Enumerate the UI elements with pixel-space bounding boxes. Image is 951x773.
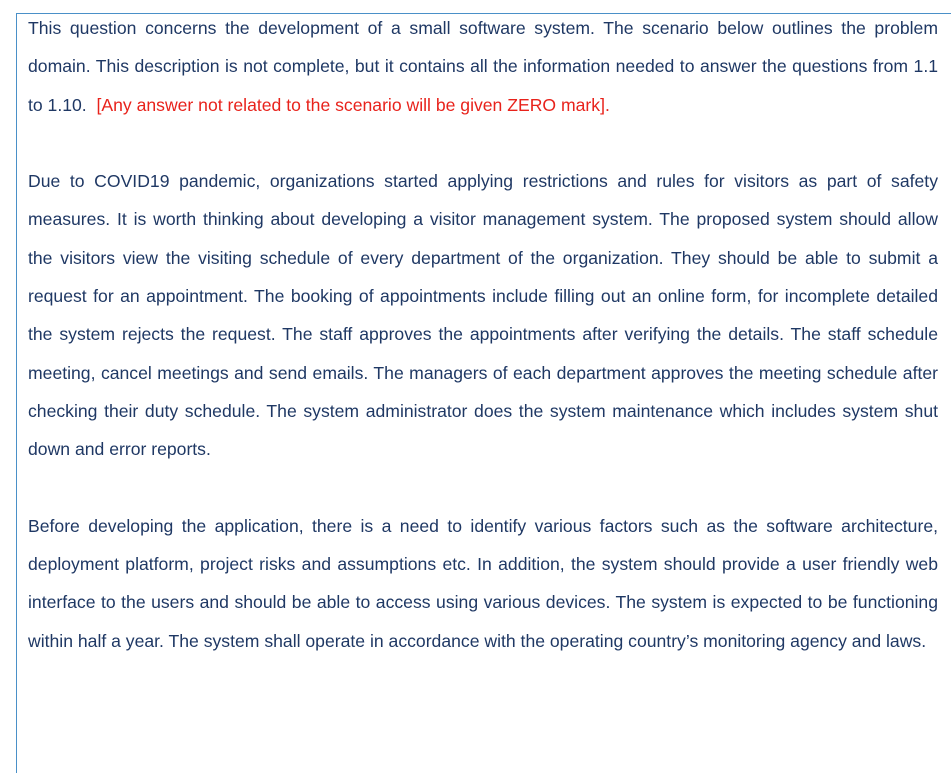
document-body bbox=[28, 9, 938, 698]
requirements-paragraph: Before developing the application, there is a need to identify various factors such as the software architecture, deployment platform, project risks and assumptions etc. In addition, the system should provide a user friendly web interface to the users and should be able to access using various devices. The system is expected to be functioning within half a year. The system shall operate in accordance with the operating country’s monitoring agency and laws. bbox=[28, 515, 938, 651]
intro-paragraph bbox=[28, 9, 938, 124]
zero-mark-warning: [Any answer not related to the scenario will be given ZERO mark]. bbox=[96, 94, 610, 115]
intro-text: This question concerns the development of a small software system. The scenario below outlines the problem domain. This description is not complete, but it contains all the information needed to answer the questions from 1.1 to 1.10. bbox=[28, 18, 938, 115]
scenario-paragraph: Due to COVID19 pandemic, organizations started applying restrictions and rules for visitors as part of safety measures. It is worth thinking about developing a visitor management system. The proposed system should allow the visitors view the visiting schedule of every department of the organization. They should be able to submit a request for an appointment. The booking of appointments include filling out an online form, for incomplete detailed the system rejects the request. The staff approves the appointments after verifying the details. The staff schedule meeting, cancel meetings and send emails. The managers of each department approves the meeting schedule after checking their duty schedule. The system administrator does the system maintenance which includes system shut down and error reports. bbox=[28, 171, 938, 460]
